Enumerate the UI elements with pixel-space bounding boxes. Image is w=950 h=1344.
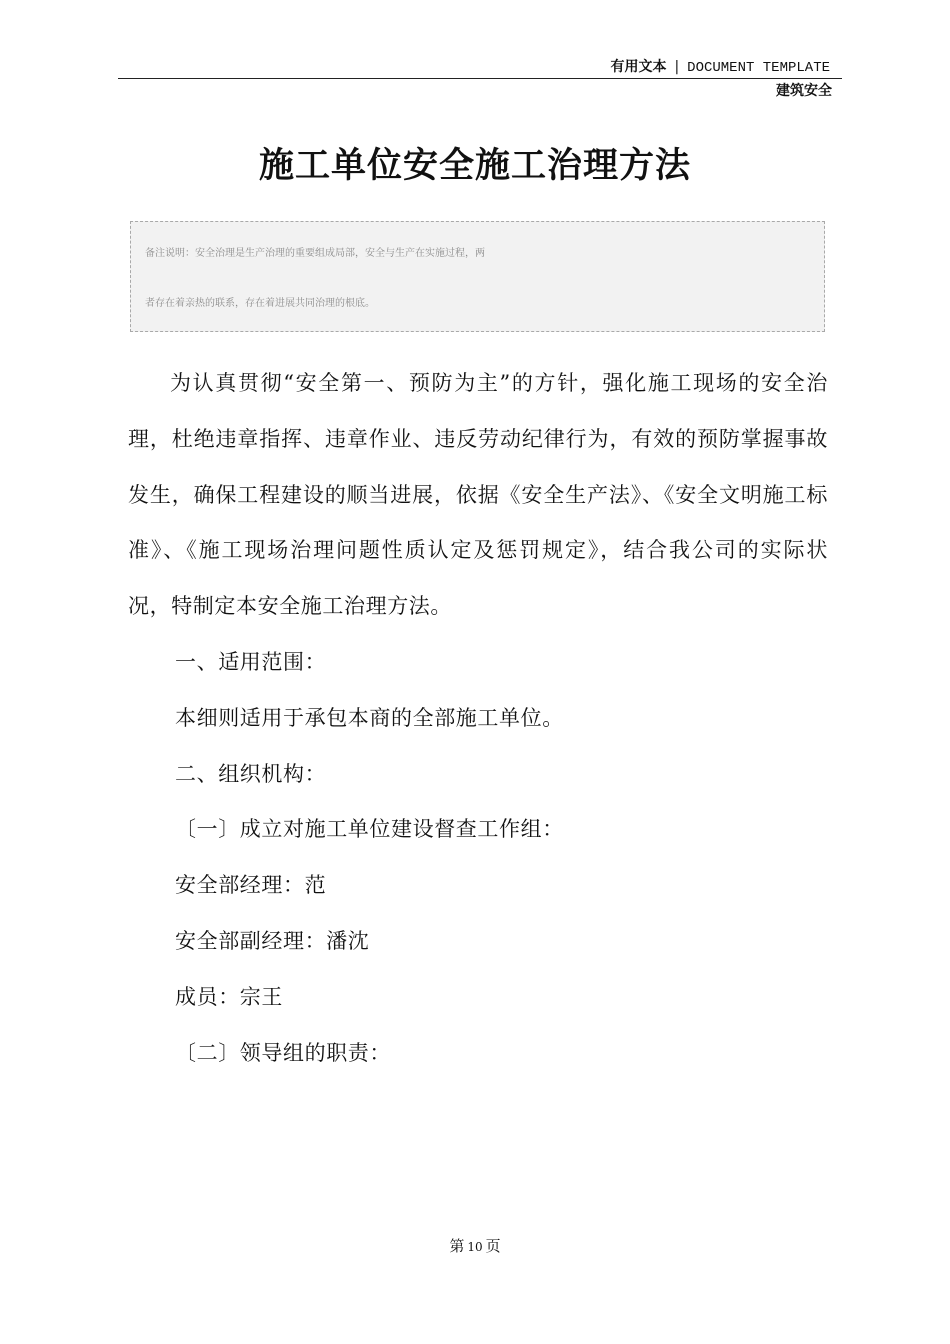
footer-prefix: 第	[449, 1237, 465, 1255]
document-title: 施工单位安全施工治理方法	[258, 146, 691, 186]
header-template-text: DOCUMENT TEMPLATE	[687, 60, 830, 76]
member-deputy-manager: 安全部副经理：潘沈	[175, 928, 370, 953]
note-box	[130, 221, 825, 332]
member-staff: 成员：宗王	[175, 984, 283, 1009]
header-category: 建筑安全	[776, 83, 832, 99]
header-separator: |	[674, 59, 680, 75]
section-heading-organization: 二、组织机构：	[175, 761, 327, 786]
intro-paragraph: 为认真贯彻“安全第一、预防为主”的方针，强化施工现场的安全治理，杜绝违章指挥、违章作业、违反劳动纪律行为，有效的预防掌握事故发生，确保工程建设的顺当进展，依据《安全生产法》、《安全文明施工标准》、《施工现场治理问题性质认定及惩罚规定》，结合我公司的实际状况，特制定本安全施工治理方法。	[128, 371, 828, 619]
subsection-heading-workgroup: 〔一〕成立对施工单位建设督查工作组：	[175, 817, 564, 842]
page-header	[118, 56, 842, 79]
page-number: 10	[467, 1240, 483, 1254]
scope-text: 本细则适用于承包本商的全部施工单位。	[175, 705, 564, 730]
subsection-heading-duties: 〔二〕领导组的职责：	[175, 1040, 391, 1065]
page-footer	[0, 1236, 950, 1257]
footer-suffix: 页	[485, 1237, 501, 1255]
section-heading-scope: 一、适用范围：	[175, 649, 327, 674]
note-line-1: 备注说明：安全治理是生产治理的重要组成局部，安全与生产在实施过程，两	[145, 248, 485, 259]
body-content	[128, 356, 828, 1081]
header-caption	[610, 58, 830, 77]
header-label: 有用文本	[610, 59, 667, 75]
member-manager: 安全部经理：范	[175, 873, 327, 898]
note-line-2: 者存在着亲热的联系，存在着进展共同治理的根底。	[145, 298, 375, 309]
